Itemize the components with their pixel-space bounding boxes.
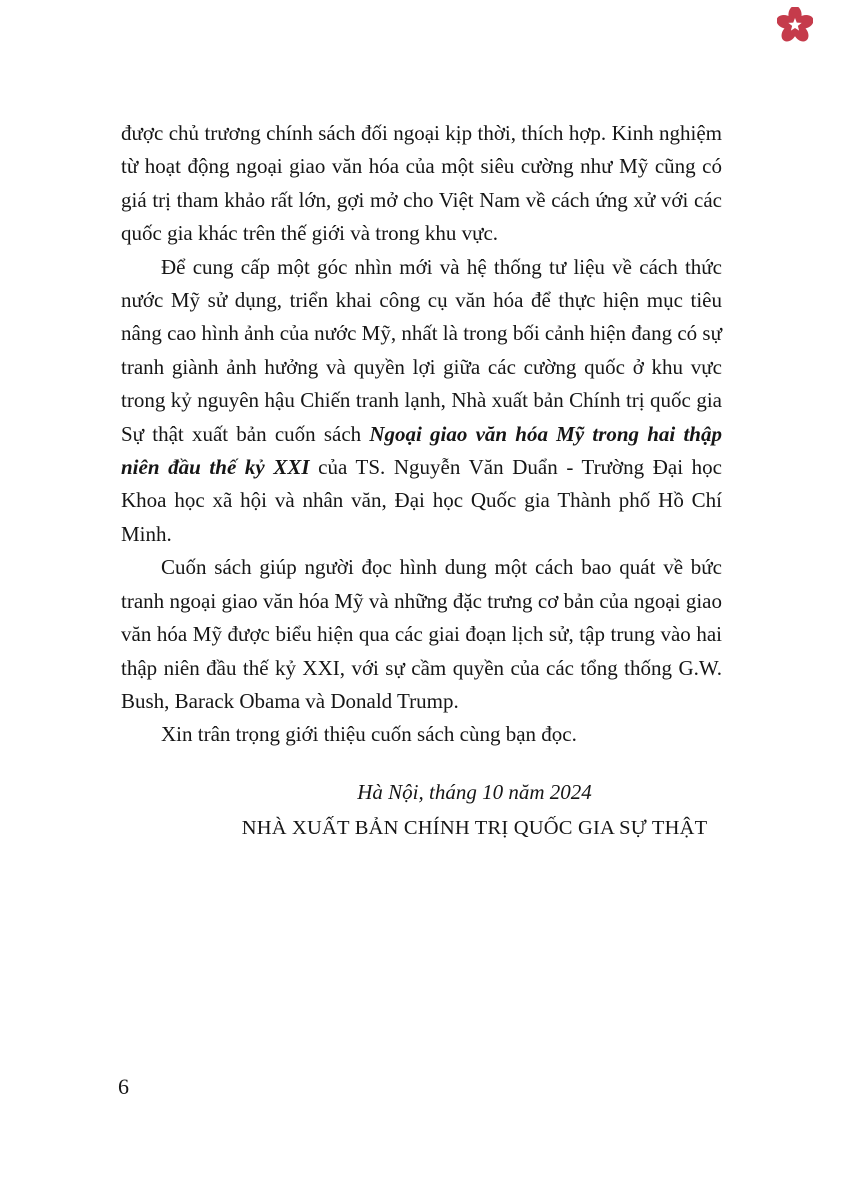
book-title: Ngoại giao văn hóa Mỹ trong hai thập niên đầu thế kỷ XXI (121, 421, 722, 480)
signature-place-date: Hà Nội, tháng 10 năm 2024 (357, 779, 592, 804)
paragraph-4: Xin trân trọng giới thiệu cuốn sách cùng bạn đọc. (161, 722, 577, 747)
signature-block (121, 774, 722, 846)
signature-publisher: NHÀ XUẤT BẢN CHÍNH TRỊ QUỐC GIA SỰ THẬT (241, 816, 708, 839)
paragraph-1 (121, 117, 722, 251)
paragraph-2 (121, 251, 722, 552)
page-number: 6 (118, 1074, 129, 1099)
paragraph-1-text: được chủ trương chính sách đối ngoại kịp thời, thích hợp. Kinh nghiệm từ hoạt động ngoại giao văn hóa của một siêu cường như Mỹ cũng có giá trị tham khảo rất lớn, gợi mở cho Việt Nam về cách ứng xử với các quốc gia khác trên thế giới và trong khu vực. (121, 121, 722, 246)
page-body (121, 117, 722, 846)
publisher-flower-icon (777, 7, 813, 43)
paragraph-2-text-after-title: của TS. Nguyễn Văn Duẩn - Trường Đại học Khoa học xã hội và nhân văn, Đại học Quốc gia Thành phố Hồ Chí Minh. (121, 455, 722, 546)
paragraph-2-text-before-title: Để cung cấp một góc nhìn mới và hệ thống tư liệu về cách thức nước Mỹ sử dụng, triển khai công cụ văn hóa để thực hiện mục tiêu nâng cao hình ảnh của nước Mỹ, nhất là trong bối cảnh hiện đang có sự tranh giành ảnh hưởng và quyền lợi giữa các cường quốc ở khu vực trong kỷ nguyên hậu Chiến tranh lạnh, Nhà xuất bản Chính trị quốc gia Sự thật xuất bản cuốn sách (121, 254, 722, 446)
paragraph-3: Cuốn sách giúp người đọc hình dung một cách bao quát về bức tranh ngoại giao văn hóa Mỹ và những đặc trưng cơ bản của ngoại giao văn hóa Mỹ được biểu hiện qua các giai đoạn lịch sử, tập trung vào hai thập niên đầu thế kỷ XXI, với sự cầm quyền của các tổng thống G.W. Bush, Barack Obama và Donald Trump. (121, 555, 722, 713)
